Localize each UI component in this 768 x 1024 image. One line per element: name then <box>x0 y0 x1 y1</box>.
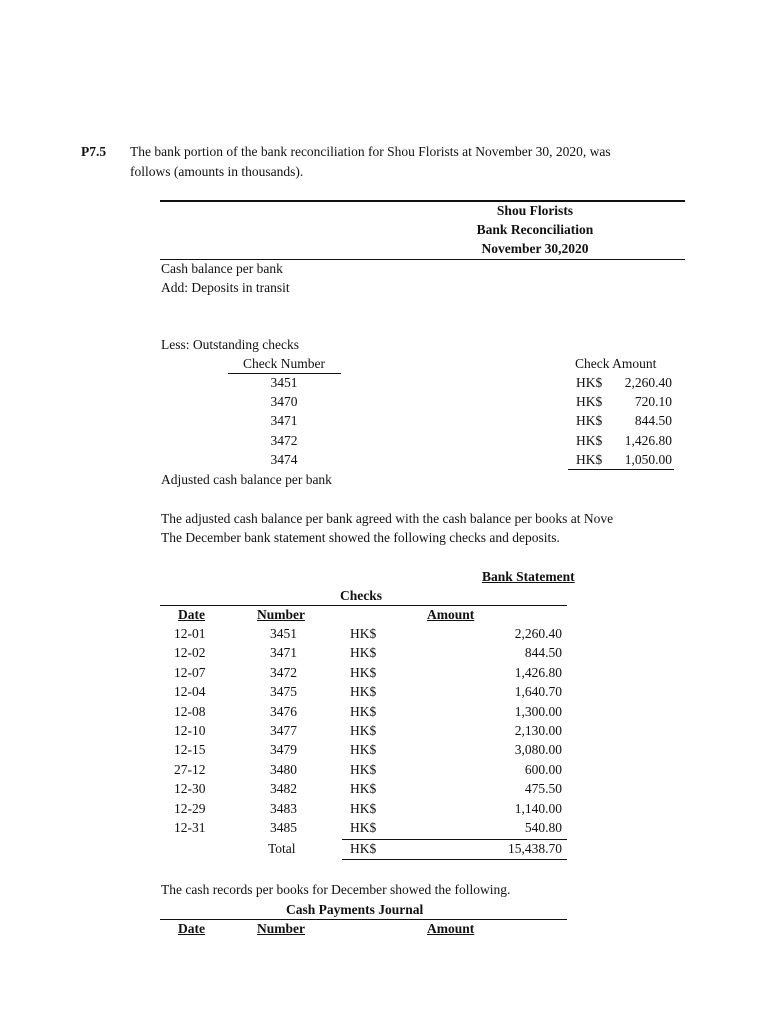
bank-check-amount: 1,140.00 <box>514 800 562 816</box>
bank-check-date: 12-04 <box>174 684 206 700</box>
bank-total-currency: HK$ <box>350 841 377 856</box>
outstanding-check-currency: HK$ <box>576 375 603 390</box>
bank-check-date: 12-15 <box>174 742 206 758</box>
bank-check-currency: HK$ <box>350 761 377 777</box>
reconciliation-header-rule <box>160 259 685 260</box>
problem-text-line2: follows (amounts in thousands). <box>130 164 304 179</box>
bank-check-number: 3451 <box>270 626 297 641</box>
bank-check-currency: HK$ <box>350 742 377 758</box>
outstanding-check-amount: 844.50 <box>634 413 672 429</box>
bank-check-currency: HK$ <box>350 703 377 719</box>
problem-text-line1: The bank portion of the bank reconciliation for Shou Florists at November 30, 2020, was <box>130 144 611 159</box>
bank-check-date: 12-02 <box>174 645 206 661</box>
bank-check-number: 3480 <box>270 761 297 777</box>
outstanding-check-number: 3470 <box>270 394 298 410</box>
outstanding-check-number: 3471 <box>270 413 298 429</box>
outstanding-check-amount: 1,050.00 <box>624 451 672 467</box>
narrative-line1: The adjusted cash balance per bank agreed with the cash balance per books at Nove <box>161 511 614 526</box>
outstanding-checks-label: Less: Outstanding checks <box>161 337 299 352</box>
bank-check-currency: HK$ <box>350 645 377 661</box>
bank-check-amount: 1,300.00 <box>514 703 562 719</box>
cash-balance-label: Cash balance per bank <box>161 261 283 276</box>
narrative-line2: The December bank statement showed the following checks and deposits. <box>161 530 560 545</box>
bank-check-date: 12-31 <box>174 820 206 835</box>
checks-top-rule <box>160 605 567 606</box>
bank-check-number: 3485 <box>270 820 297 835</box>
journal-amount-header: Amount <box>427 921 475 936</box>
bank-check-currency: HK$ <box>350 684 377 700</box>
bank-check-date: 12-30 <box>174 781 206 797</box>
journal-top-rule <box>160 919 567 920</box>
bank-check-currency: HK$ <box>350 626 377 641</box>
bank-total-amount: 15,438.70 <box>508 841 562 856</box>
bank-statement-title: Bank Statement <box>482 569 575 584</box>
reconciliation-top-rule <box>160 200 685 202</box>
check-number-header: Check Number <box>242 356 326 371</box>
deposits-in-transit-label: Add: Deposits in transit <box>161 280 290 295</box>
bank-total-underline <box>342 859 567 860</box>
bank-check-number: 3471 <box>270 645 297 661</box>
company-name: Shou Florists <box>496 203 574 218</box>
outstanding-check-currency: HK$ <box>576 451 603 467</box>
bank-check-number: 3475 <box>270 684 297 700</box>
bank-check-date: 12-10 <box>174 723 206 738</box>
outstanding-check-currency: HK$ <box>576 413 603 429</box>
bank-check-number: 3483 <box>270 800 297 816</box>
bank-total-rule <box>342 839 567 840</box>
bank-check-amount: 475.50 <box>524 781 562 797</box>
checks-label: Checks <box>340 588 383 603</box>
bank-check-date: 12-29 <box>174 800 206 816</box>
bank-check-currency: HK$ <box>350 800 377 816</box>
bank-check-number: 3476 <box>270 703 297 719</box>
bank-date-header: Date <box>178 607 205 622</box>
problem-label: P7.5 <box>81 144 107 159</box>
journal-date-header: Date <box>178 921 205 936</box>
bank-check-currency: HK$ <box>350 723 377 738</box>
bank-check-date: 12-01 <box>174 626 206 641</box>
reconciliation-date: November 30,2020 <box>481 241 589 256</box>
bank-check-date: 27-12 <box>174 761 206 777</box>
bank-check-number: 3472 <box>270 664 297 680</box>
bank-check-number: 3479 <box>270 742 297 758</box>
bank-check-amount: 1,426.80 <box>514 664 562 680</box>
bank-check-currency: HK$ <box>350 664 377 680</box>
outstanding-check-amount: 2,260.40 <box>624 375 672 390</box>
cash-records-intro: The cash records per books for December showed the following. <box>161 882 511 897</box>
check-amount-header: Check Amount <box>575 356 657 371</box>
bank-check-amount: 600.00 <box>524 761 562 777</box>
cash-payments-journal-title: Cash Payments Journal <box>286 902 424 917</box>
outstanding-check-amount: 1,426.80 <box>624 432 672 448</box>
outstanding-check-number: 3474 <box>270 451 298 467</box>
outstanding-check-amount: 720.10 <box>634 394 672 410</box>
bank-check-date: 12-07 <box>174 664 206 680</box>
bank-check-currency: HK$ <box>350 820 377 835</box>
bank-check-amount: 1,640.70 <box>514 684 562 700</box>
bank-check-date: 12-08 <box>174 703 206 719</box>
bank-check-number: 3482 <box>270 781 297 797</box>
check-number-header-rule <box>228 373 341 374</box>
outstanding-check-number: 3472 <box>270 432 298 448</box>
bank-check-currency: HK$ <box>350 781 377 797</box>
bank-check-amount: 844.50 <box>524 645 562 661</box>
bank-check-number: 3477 <box>270 723 297 738</box>
adjusted-balance-label: Adjusted cash balance per bank <box>161 472 332 487</box>
outstanding-check-currency: HK$ <box>576 432 603 448</box>
outstanding-check-number: 3451 <box>270 375 298 390</box>
bank-amount-header: Amount <box>427 607 475 622</box>
reconciliation-title: Bank Reconciliation <box>476 222 594 237</box>
bank-check-amount: 2,260.40 <box>514 626 562 641</box>
bank-check-amount: 3,080.00 <box>514 742 562 758</box>
outstanding-check-currency: HK$ <box>576 394 603 410</box>
outstanding-total-rule <box>568 469 674 470</box>
bank-check-amount: 540.80 <box>524 820 562 835</box>
journal-number-header: Number <box>257 921 305 936</box>
bank-check-amount: 2,130.00 <box>514 723 562 738</box>
bank-number-header: Number <box>257 607 305 622</box>
bank-total-label: Total <box>268 841 296 856</box>
